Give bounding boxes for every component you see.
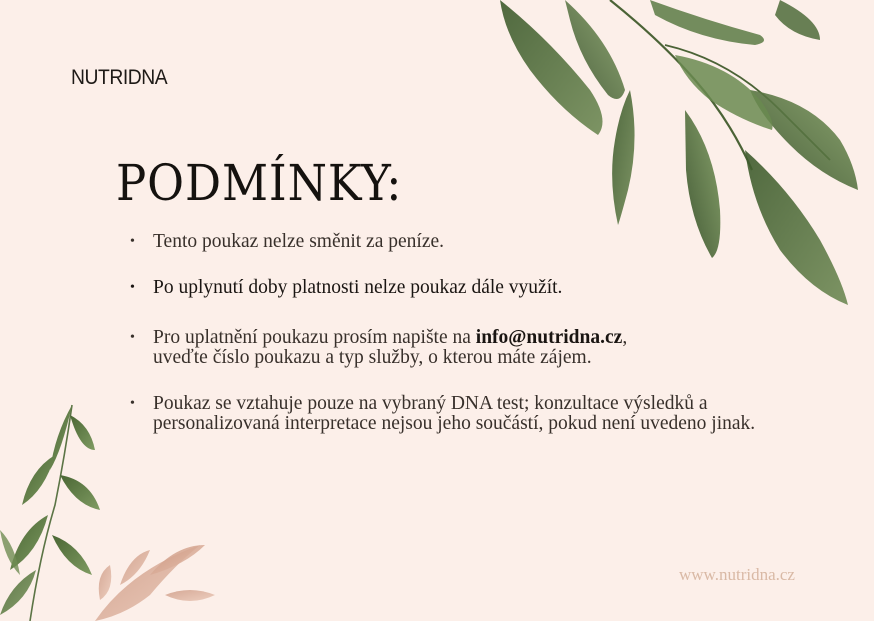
list-item — [128, 232, 808, 252]
brand-logo: NUTRIDNA — [71, 66, 168, 89]
bullet-icon: • — [130, 280, 135, 295]
bullet-icon: • — [130, 330, 135, 345]
condition-text: Po uplynutí doby platnosti nelze poukaz dále využít. — [153, 277, 563, 298]
list-item — [128, 278, 808, 298]
email-link[interactable]: info@nutridna.cz — [475, 327, 623, 348]
bullet-icon: • — [130, 234, 135, 249]
condition-text: Pro uplatnění poukazu prosím napište na — [153, 327, 476, 348]
conditions-list — [128, 232, 808, 434]
list-item — [128, 328, 808, 368]
condition-text: uveďte číslo poukazu a typ služby, o kterou máte zájem. — [153, 347, 592, 368]
condition-text: , — [622, 327, 628, 348]
list-item — [128, 394, 808, 434]
page-title: PODMÍNKY: — [116, 154, 403, 212]
website-link[interactable]: www.nutridna.cz — [679, 565, 795, 584]
condition-text: Poukaz se vztahuje pouze na vybraný DNA test; konzultace výsledků a personalizovaná interpretace nejsou jeho součástí, pokud není uvedeno jinak. — [153, 393, 756, 434]
condition-text: Tento poukaz nelze směnit za peníze. — [153, 231, 445, 252]
bullet-icon: • — [130, 396, 135, 411]
